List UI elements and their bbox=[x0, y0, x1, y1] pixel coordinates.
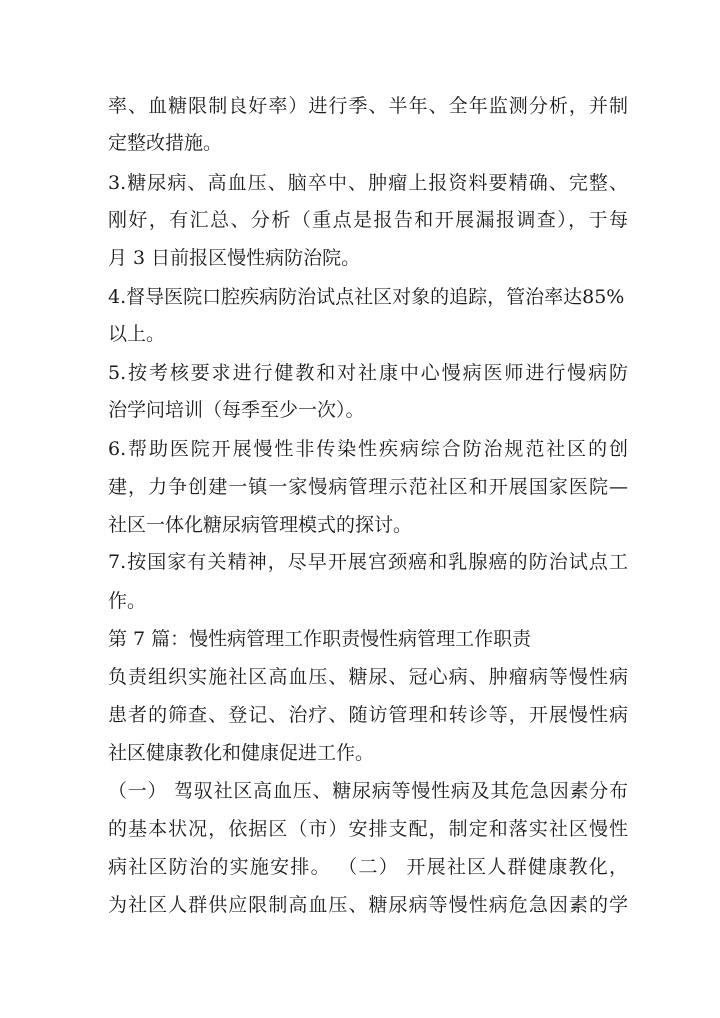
text-line: 治学问培训（每季至少一次）。 bbox=[108, 399, 365, 421]
text-line: 5.按考核要求进行健教和对社康中心慢病医师进行慢病防 bbox=[108, 362, 628, 384]
text-line: 的基本状况，依据区（市）安排支配，制定和落实社区慢性 bbox=[108, 818, 628, 840]
text-line: 刚好，有汇总、分析（重点是报告和开展漏报调查），于每 bbox=[108, 209, 628, 231]
section-heading: 第 7 篇：慢性病管理工作职责慢性病管理工作职责 bbox=[108, 628, 532, 650]
text-line: 社区一体化糖尿病管理模式的探讨。 bbox=[108, 514, 413, 536]
text-line: 6.帮助医院开展慢性非传染性疾病综合防治规范社区的创 bbox=[108, 438, 628, 460]
text-line: 社区健康教化和健康促进工作。 bbox=[108, 742, 375, 764]
text-line: 4.督导医院口腔疾病防治试点社区对象的追踪，管治率达85% bbox=[108, 286, 625, 308]
text-line: 建，力争创建一镇一家慢病管理示范社区和开展国家医院— bbox=[108, 476, 628, 498]
text-line: 7.按国家有关精神，尽早开展宫颈癌和乳腺癌的防治试点工 bbox=[108, 551, 628, 573]
text-line: 月 3 日前报区慢性病防治院。 bbox=[108, 247, 361, 269]
text-line: 以上。 bbox=[108, 323, 166, 345]
text-line: （一） 驾驭社区高血压、糖尿病等慢性病及其危急因素分布 bbox=[108, 780, 628, 802]
text-line: 负责组织实施社区高血压、糖尿、冠心病、肿瘤病等慢性病 bbox=[108, 666, 628, 688]
text-line: 定整改措施。 bbox=[108, 132, 223, 154]
text-line: 3.糖尿病、高血压、脑卒中、肿瘤上报资料要精确、完整、 bbox=[108, 172, 628, 194]
text-line: 病社区防治的实施安排。 （二） 开展社区人群健康教化， bbox=[108, 856, 628, 878]
text-line: 为社区人群供应限制高血压、糖尿病等慢性病危急因素的学 bbox=[108, 894, 628, 916]
text-line: 作。 bbox=[108, 590, 147, 612]
text-line: 患者的筛查、登记、治疗、随访管理和转诊等，开展慢性病 bbox=[108, 704, 628, 726]
text-line: 率、血糖限制良好率）进行季、半年、全年监测分析，并制 bbox=[108, 95, 628, 117]
